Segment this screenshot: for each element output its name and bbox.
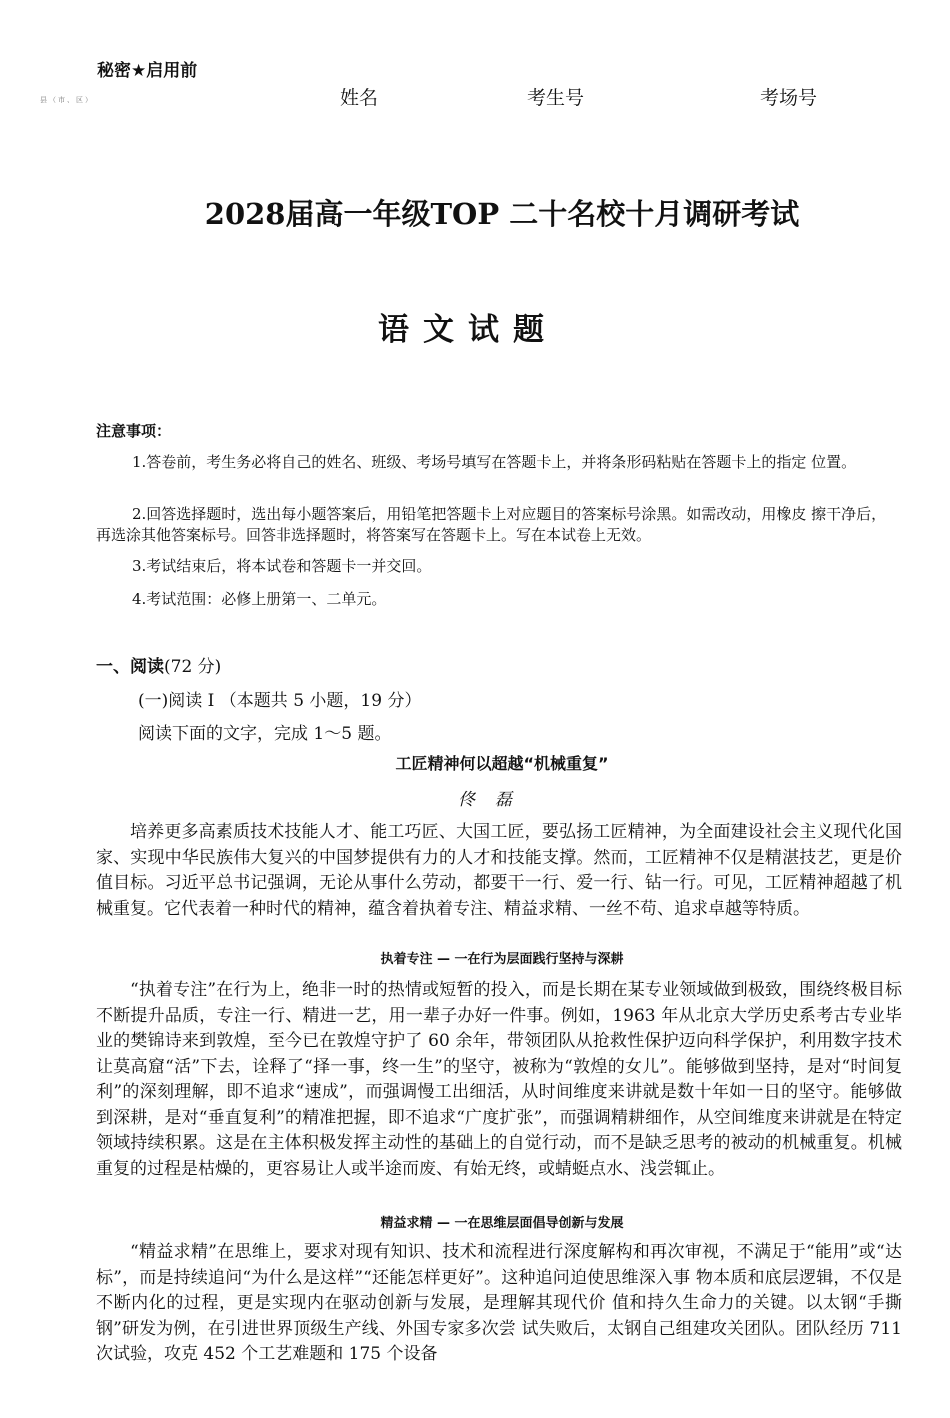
notice-item-2: 2.回答选择题时，选出每小题答案后，用铅笔把答题卡上对应题目的答案标号涂黑。如需改动，用橡皮 擦干净后，再选涂其他答案标号。回答非选择题时，将答案写在答题卡上。写在本试卷上无效。 — [96, 505, 887, 544]
article-title: 工匠精神何以超越“机械重复” — [395, 754, 609, 773]
notice-item-1: 1.答卷前，考生务必将自己的姓名、班级、考场号填写在答题卡上，并将条形码粘贴在答题卡上的指定 位置。 — [132, 453, 857, 471]
exam-title: 2028届高一年级TOP 二十名校十月调研考试 — [204, 197, 800, 231]
notice-item-3: 3.考试结束后，将本试卷和答题卡一并交回。 — [132, 557, 432, 575]
reading-instruction: 阅读下面的文字，完成 1～5 题。 — [138, 724, 392, 744]
exam-room-field-label: 考场号 — [760, 87, 818, 109]
article-paragraph-1: 培养更多高素质技术技能人才、能工巧匠、大国工匠，要弘扬工匠精神，为全面建设社会主义现代化国家、实现中华民族伟大复兴的中国梦提供有力的人才和技能支撑。然而，工匠精神不仅是精湛技艺，更是价值目标。习近平总书记强调，无论从事什么劳动，都要干一行、爱一行、钻一行。可见，工匠精神超越了机械重复。它代表着一种时代的精神，蕴含着执着专注、精益求精、一丝不苟、追求卓越等特质。 — [96, 822, 902, 919]
notice-heading: 注意事项： — [96, 422, 172, 440]
article-paragraph-3: “精益求精”在思维上，要求对现有知识、技术和流程进行深度解构和再次审视，不满足于“能用”或“达标”，而是持续追问“为什么是这样”“还能怎样更好”。这种追问迫使思维深入事 物本质和底层逻辑，不仅是不断内化的过程，更是实现内在驱动创新与发展，是理解其现代价 值和持久生命力的关键。以太钢“手撕钢”研发为例，在引进世界顶级生产线、外国专家多次尝 试失败后，太钢自己组建攻关团队。团队经历 711 次试验，攻克 452 个工艺难题和 175 个设备 — [96, 1242, 902, 1364]
confidential-label: 秘密★启用前 — [97, 61, 198, 81]
exam-number-field-label: 考生号 — [527, 87, 585, 109]
county-tiny-text: 县（市、区） — [40, 96, 94, 104]
section-heading — [96, 652, 221, 677]
section-title: 一、阅读 — [96, 657, 164, 677]
article-paragraph-2: “执着专注”在行为上，绝非一时的热情或短暂的投入，而是长期在某专业领域做到极致，围绕终极目标不断提升品质，专注一行、精进一艺，用一辈子办好一件事。例如，1963 年从北京大学历史系考古专业毕业的樊锦诗来到敦煌，至今已在敦煌守护了 60 余年，带领团队从抢救性保护迈向科学保护，利用数字技术让莫高窟“活”下去，诠释了“择一事，终一生”的坚守，被称为“敦煌的女儿”。能够做到坚持，是对“时间复利”的深刻理解，即不追求“速成”，而强调慢工出细活，从时间维度来讲就是数十年如一日的坚守。能够做到深耕，是对“垂直复利”的精准把握，即不追求“广度扩张”，而强调精耕细作，从空间维度来讲就是在特定领域持续积累。这是在主体积极发挥主动性的基础上的自觉行动，而不是缺乏思考的被动的机械重复。机械重复的过程是枯燥的，更容易让人或半途而废、有始无终，或蜻蜓点水、浅尝辄止。 — [96, 980, 902, 1179]
name-field-label: 姓名 — [340, 87, 379, 109]
subsection-heading: (一)阅读 I （本题共 5 小题，19 分） — [138, 691, 422, 711]
subject-title: 语文试题 — [378, 312, 558, 348]
article-subheading-2: 精益求精 — 一在思维层面倡导创新与发展 — [380, 1216, 624, 1231]
section-score: (72 分) — [164, 657, 222, 677]
notice-item-4: 4.考试范围：必修上册第一、二单元。 — [132, 590, 387, 608]
article-subheading-1: 执着专注 — 一在行为层面践行坚持与深耕 — [380, 952, 624, 967]
article-author: 佟磊 — [458, 790, 532, 810]
